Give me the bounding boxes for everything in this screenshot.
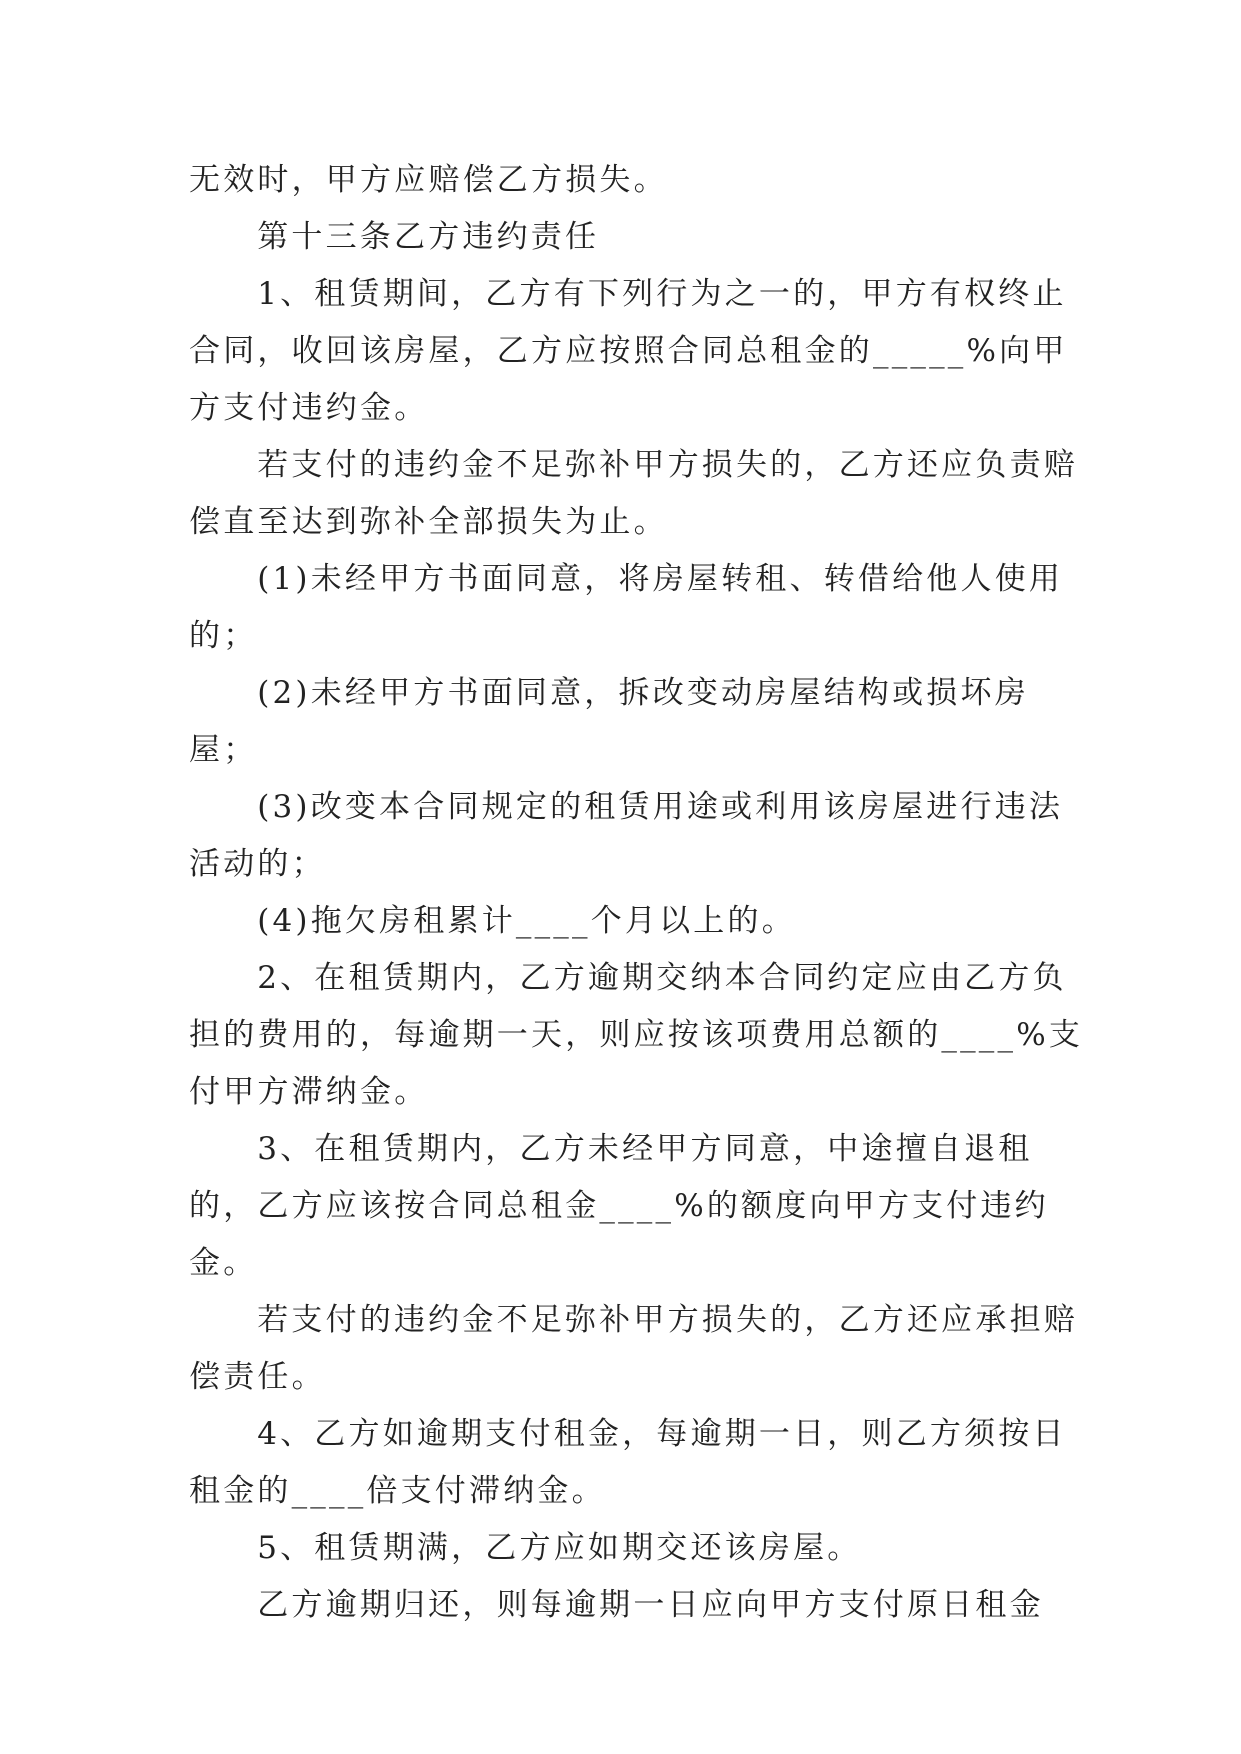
paragraph: 乙方逾期归还，则每逾期一日应向甲方支付原日租金 <box>257 1587 1044 1623</box>
paragraph: 若支付的违约金不足弥补甲方损失的，乙方还应承担赔偿责任。 <box>189 1302 1078 1395</box>
list-item: (1)未经甲方书面同意，将房屋转租、转借给他人使用的； <box>189 561 1064 654</box>
document-body <box>189 152 1089 1634</box>
paragraph: 5、租赁期满，乙方应如期交还该房屋。 <box>257 1530 862 1566</box>
paragraph: 若支付的违约金不足弥补甲方损失的，乙方还应负责赔偿直至达到弥补全部损失为止。 <box>189 447 1078 540</box>
paragraph: 4、乙方如逾期支付租金，每逾期一日，则乙方须按日租金的____倍支付滞纳金。 <box>189 1416 1067 1509</box>
paragraph: 1、租赁期间，乙方有下列行为之一的，甲方有权终止合同，收回该房屋，乙方应按照合同总租金的_____%向甲方支付违约金。 <box>189 276 1068 426</box>
paragraph: 3、在租赁期内，乙方未经甲方同意，中途擅自退租的，乙方应该按合同总租金____%的额度向甲方支付违约金。 <box>189 1131 1049 1281</box>
list-item: (3)改变本合同规定的租赁用途或利用该房屋进行违法活动的； <box>189 789 1064 882</box>
list-item: (2)未经甲方书面同意，拆改变动房屋结构或损坏房屋； <box>189 675 1029 768</box>
section-heading: 第十三条乙方违约责任 <box>257 219 600 255</box>
paragraph: 2、在租赁期内，乙方逾期交纳本合同约定应由乙方负担的费用的，每逾期一天，则应按该项费用总额的____%支付甲方滞纳金。 <box>189 960 1084 1110</box>
paragraph: 无效时，甲方应赔偿乙方损失。 <box>189 162 668 198</box>
list-item: (4)拖欠房租累计____个月以上的。 <box>257 903 796 939</box>
